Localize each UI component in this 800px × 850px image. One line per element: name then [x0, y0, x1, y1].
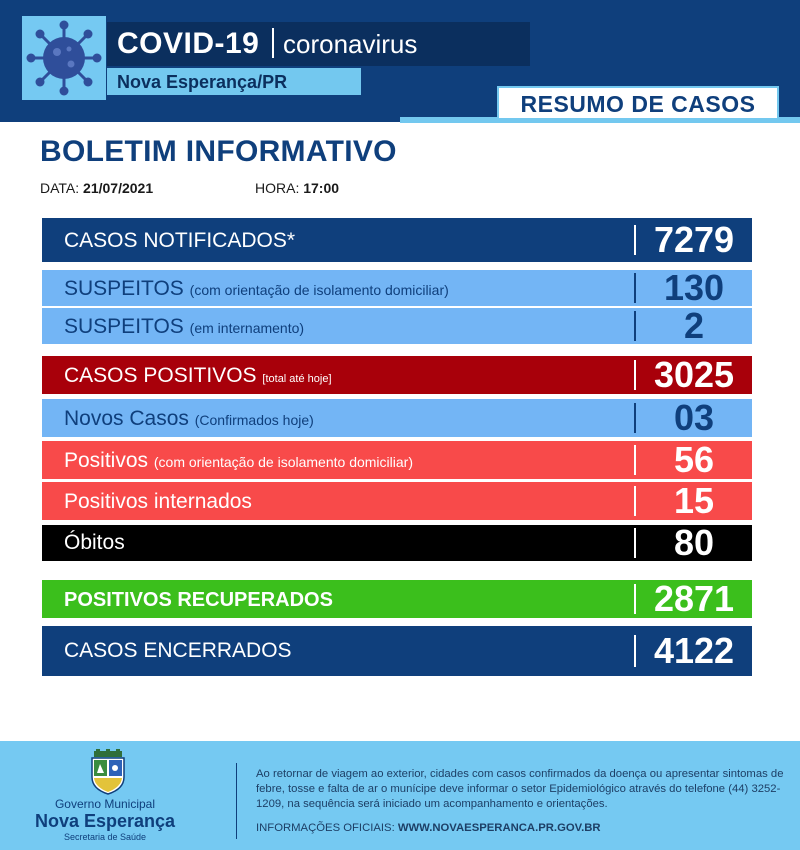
row-note: [total até hoje]: [262, 373, 332, 385]
row-casos-encerrados: [42, 626, 752, 676]
time-value: 17:00: [303, 180, 340, 196]
gov-line1: Governo Municipal: [54, 797, 156, 811]
row-label: CASOS NOTIFICADOS*: [64, 229, 296, 252]
page-title: COVID-19: [117, 27, 260, 60]
row-value: 80: [673, 522, 715, 563]
row-positivos-domiciliar: [42, 441, 752, 479]
row-suspeitos-domiciliar: [42, 267, 752, 308]
page-subtitle: coronavirus: [283, 29, 418, 59]
row-label: CASOS POSITIVOS [total até hoje]: [64, 364, 332, 387]
row-suspeitos-internamento: [42, 305, 752, 346]
gov-line3: Secretaria de Saúde: [63, 832, 147, 842]
info-label: INFORMAÇÕES OFICIAIS:: [256, 822, 395, 834]
date-label: DATA:: [40, 180, 80, 196]
resumo-badge: [497, 86, 779, 120]
footer-info: [256, 821, 786, 836]
row-value: 130: [663, 267, 725, 308]
row-label: Positivos (com orientação de isolamento domiciliar): [64, 449, 413, 472]
row-value: 03: [673, 397, 715, 438]
row-label: SUSPEITOS (com orientação de isolamento domiciliar): [64, 277, 449, 300]
row-value: 3025: [653, 354, 735, 395]
info-url[interactable]: WWW.NOVAESPERANCA.PR.GOV.BR: [397, 822, 601, 834]
row-label: SUSPEITOS (em internamento): [64, 315, 305, 338]
city-bar: [107, 68, 361, 95]
row-note: (Confirmados hoje): [194, 412, 314, 428]
row-label: CASOS ENCERRADOS: [64, 639, 292, 662]
date-value: 21/07/2021: [83, 180, 154, 196]
title-separator: [272, 28, 274, 58]
time-line: [255, 180, 339, 196]
row-novos-casos: [42, 399, 752, 437]
footer-notice: Ao retornar de viagem ao exterior, cidades com casos confirmados da doença ou apresentar sintomas de febre, tosse e falta de ar o munícipe deve informar o setor Epidemiológico através do telefone (44) 3252-1209, na sequência será iniciado um acompanhamento e orientações.: [256, 768, 784, 810]
resumo-label: RESUMO DE CASOS: [520, 91, 756, 117]
row-label: POSITIVOS RECUPERADOS: [64, 589, 333, 611]
gov-line2: Nova Esperança: [34, 811, 176, 831]
bulletin-title: BOLETIM INFORMATIVO: [40, 135, 397, 168]
virus-icon: [22, 16, 106, 100]
row-label: Novos Casos (Confirmados hoje): [64, 407, 314, 430]
row-obitos: [42, 522, 752, 563]
row-label: Positivos internados: [64, 490, 252, 513]
time-label: HORA:: [255, 180, 300, 196]
row-positivos-recuperados: [42, 580, 752, 618]
row-value: 2: [683, 305, 705, 346]
row-note: (em internamento): [189, 320, 305, 336]
row-positivos-internados: [42, 482, 752, 520]
row-label: Óbitos: [64, 531, 125, 554]
row-value: 4122: [653, 630, 735, 671]
row-note: (com orientação de isolamento domiciliar): [189, 282, 449, 298]
title-bar: [107, 22, 530, 66]
row-value: 7279: [653, 219, 735, 260]
date-line: [40, 180, 153, 196]
city-name: Nova Esperança/PR: [117, 72, 288, 92]
footer: [0, 741, 800, 850]
row-value: 2871: [653, 578, 735, 619]
municipal-crest-icon: [86, 749, 130, 795]
row-value: 56: [673, 439, 715, 480]
row-value: 15: [673, 480, 715, 521]
row-casos-notificados: [42, 218, 752, 262]
row-casos-positivos: [42, 356, 752, 394]
footer-divider: [236, 763, 237, 839]
row-note: (com orientação de isolamento domiciliar): [153, 454, 413, 470]
